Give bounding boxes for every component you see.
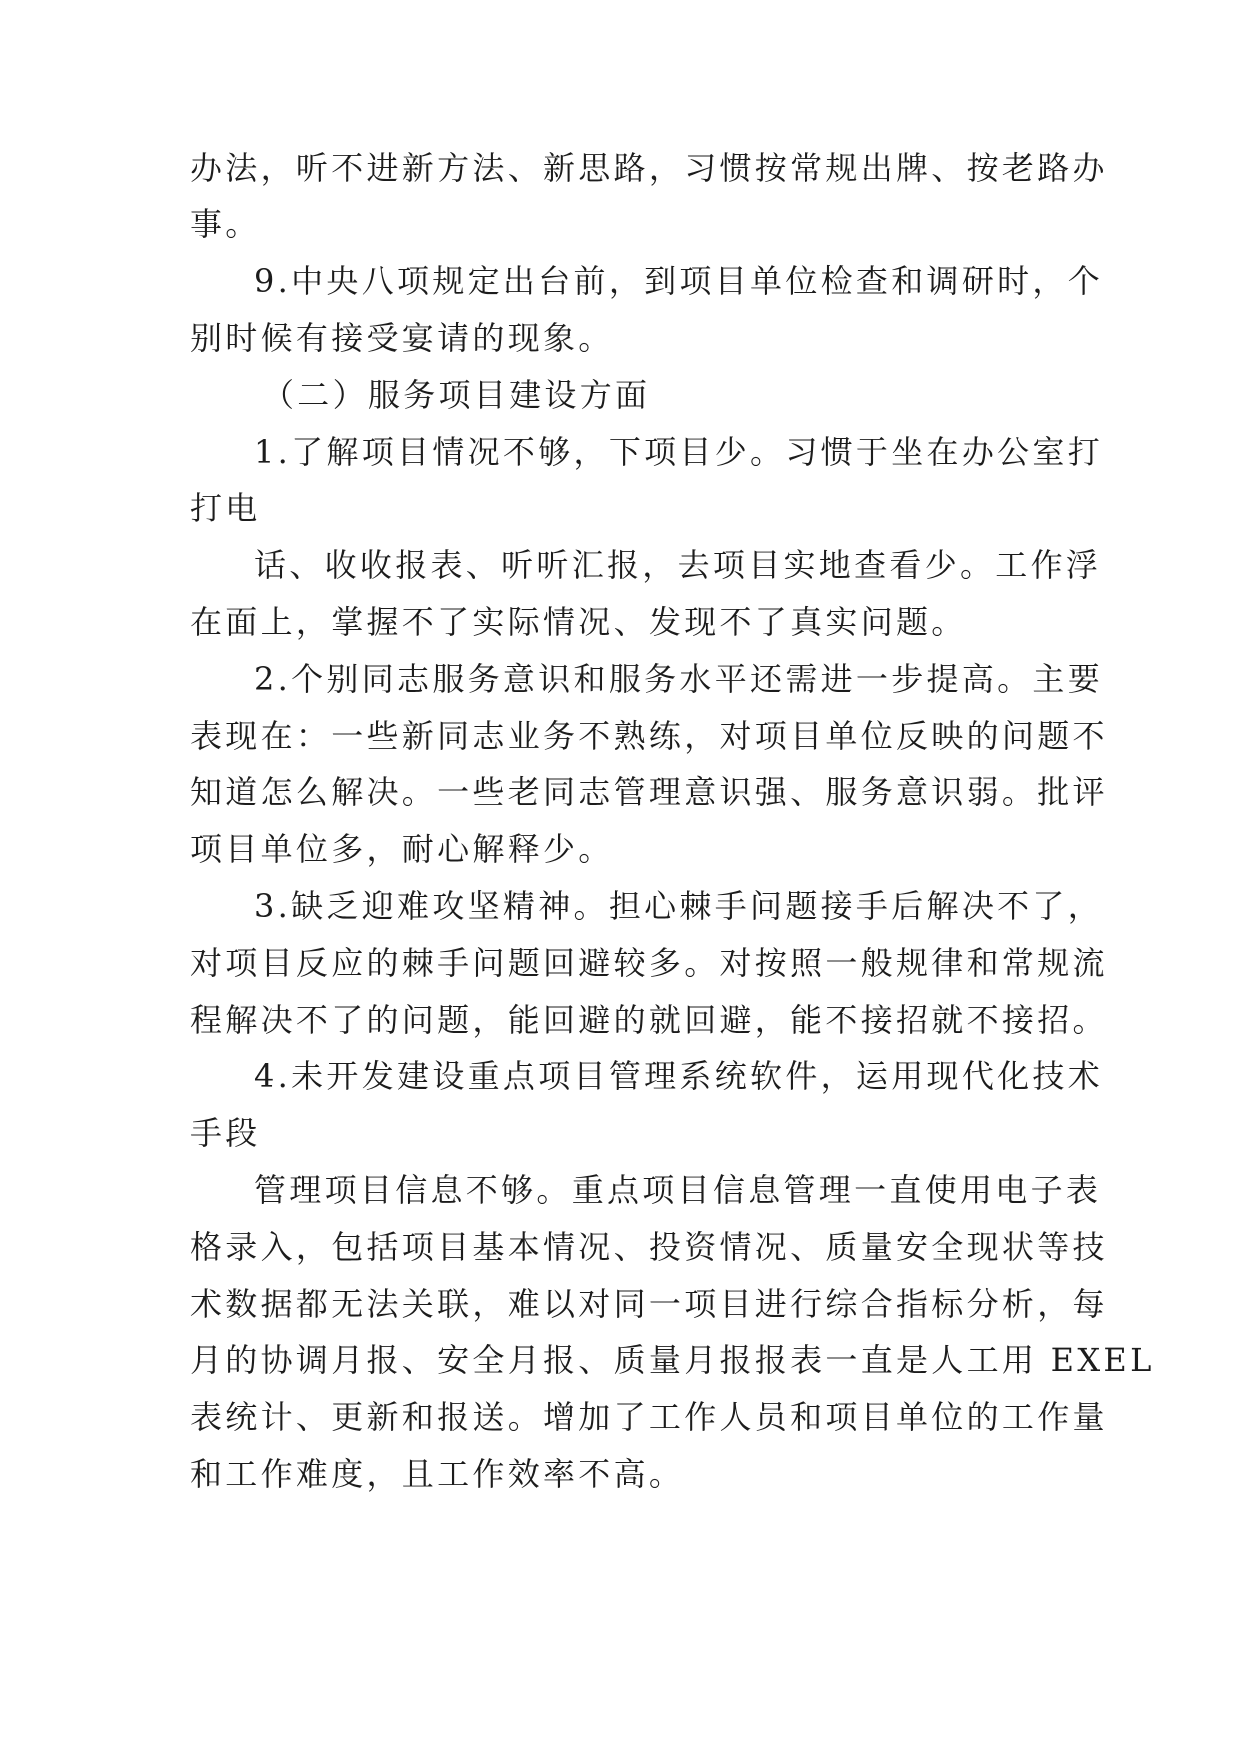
paragraph-line: 2.个别同志服务意识和服务水平还需进一步提高。主要 [254, 660, 1104, 698]
paragraph-line: 3.缺乏迎难攻坚精神。担心棘手问题接手后解决不了， [254, 887, 1104, 925]
paragraph-line: 1.了解项目情况不够，下项目少。习惯于坐在办公室打 [254, 433, 1104, 471]
paragraph-line: 格录入，包括项目基本情况、投资情况、质量安全现状等技 [190, 1228, 1108, 1266]
paragraph-line: 话、收收报表、听听汇报，去项目实地查看少。工作浮 [254, 546, 1102, 584]
paragraph-line: 项目单位多，耐心解释少。 [190, 830, 614, 868]
paragraph-line: 和工作难度，且工作效率不高。 [190, 1455, 685, 1493]
paragraph-line: 别时候有接受宴请的现象。 [190, 319, 614, 357]
paragraph-line: 表统计、更新和报送。增加了工作人员和项目单位的工作量 [190, 1398, 1108, 1436]
paragraph-line: 在面上，掌握不了实际情况、发现不了真实问题。 [190, 603, 967, 641]
paragraph-line: 表现在：一些新同志业务不熟练，对项目单位反映的问题不 [190, 717, 1108, 755]
paragraph-line: 术数据都无法关联，难以对同一项目进行综合指标分析，每 [190, 1285, 1108, 1323]
section-heading: （二）服务项目建设方面 [262, 376, 651, 414]
paragraph-line: 对项目反应的棘手问题回避较多。对按照一般规律和常规流 [190, 944, 1108, 982]
paragraph-line: 9.中央八项规定出台前，到项目单位检查和调研时，个 [254, 262, 1104, 300]
paragraph-line: 手段 [190, 1114, 261, 1152]
paragraph-line: 办法，听不进新方法、新思路，习惯按常规出牌、按老路办 [190, 149, 1108, 187]
paragraph-line: 月的协调月报、安全月报、质量月报报表一直是人工用 EXEL [190, 1341, 1155, 1379]
paragraph-line: 知道怎么解决。一些老同志管理意识强、服务意识弱。批评 [190, 773, 1108, 811]
paragraph-line: 事。 [190, 205, 261, 243]
paragraph-line: 4.未开发建设重点项目管理系统软件，运用现代化技术 [254, 1057, 1104, 1095]
paragraph-line: 打电 [190, 489, 261, 527]
paragraph-line: 管理项目信息不够。重点项目信息管理一直使用电子表 [254, 1171, 1102, 1209]
paragraph-line: 程解决不了的问题，能回避的就回避，能不接招就不接招。 [190, 1001, 1108, 1039]
